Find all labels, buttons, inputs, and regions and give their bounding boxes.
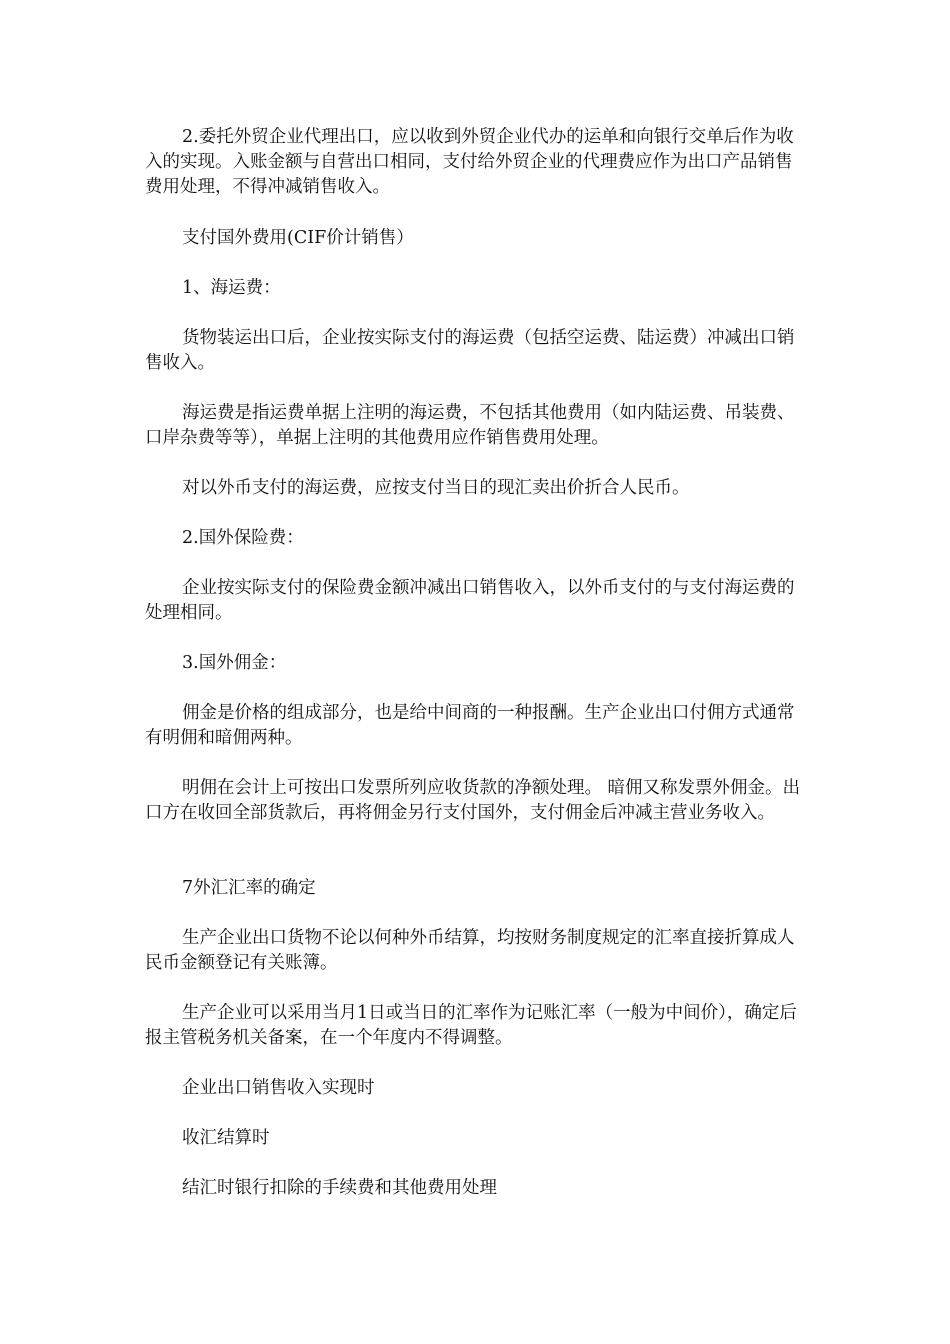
paragraph-insurance-heading: 2.国外保险费： bbox=[182, 528, 304, 548]
paragraph-ocean-freight-offset: 货物装运出口后，企业按实际支付的海运费（包括空运费、陆运费）冲减出口销售收入。 bbox=[145, 328, 795, 373]
paragraph-foreign-currency-freight: 对以外币支付的海运费，应按支付当日的现汇卖出价折合人民币。 bbox=[182, 478, 690, 498]
paragraph-insurance-offset: 企业按实际支付的保险费金额冲减出口销售收入，以外币支付的与支付海运费的处理相同。 bbox=[145, 578, 795, 623]
paragraph-agency-export: 2.委托外贸企业代理出口，应以收到外贸企业代办的运单和向银行交单后作为收入的实现。入账金额与自营出口相同，支付给外贸企业的代理费应作为出口产品销售费用处理，不得冲减销售收入。 bbox=[145, 127, 794, 197]
paragraph-exchange-rate-conversion: 生产企业出口货物不论以何种外币结算，均按财务制度规定的汇率直接折算成人民币金额登记有关账簿。 bbox=[145, 928, 795, 973]
paragraph-commission-accounting: 明佣在会计上可按出口发票所列应收货款的净额处理。 暗佣又称发票外佣金。出口方在收回全部货款后，再将佣金另行支付国外，支付佣金后冲减主营业务收入。 bbox=[145, 778, 801, 823]
paragraph-commission-heading: 3.国外佣金： bbox=[182, 653, 287, 673]
paragraph-revenue-realized: 企业出口销售收入实现时 bbox=[182, 1078, 375, 1098]
paragraph-settlement: 收汇结算时 bbox=[182, 1128, 270, 1148]
paragraph-ocean-freight-heading: 1、海运费： bbox=[182, 278, 281, 298]
paragraph-foreign-expenses-heading: 支付国外费用(CIF价计销售） bbox=[182, 228, 414, 248]
paragraph-bank-fees: 结汇时银行扣除的手续费和其他费用处理 bbox=[182, 1178, 497, 1198]
paragraph-exchange-rate-choice: 生产企业可以采用当月1日或当日的汇率作为记账汇率（一般为中间价），确定后报主管税务机关备案，在一个年度内不得调整。 bbox=[145, 1003, 797, 1048]
paragraph-exchange-rate-heading: 7外汇汇率的确定 bbox=[182, 878, 316, 898]
paragraph-commission-definition: 佣金是价格的组成部分，也是给中间商的一种报酬。生产企业出口付佣方式通常有明佣和暗佣两种。 bbox=[145, 703, 795, 748]
paragraph-ocean-freight-definition: 海运费是指运费单据上注明的海运费，不包括其他费用（如内陆运费、吊装费、口岸杂费等等），单据上注明的其他费用应作销售费用处理。 bbox=[145, 403, 795, 448]
